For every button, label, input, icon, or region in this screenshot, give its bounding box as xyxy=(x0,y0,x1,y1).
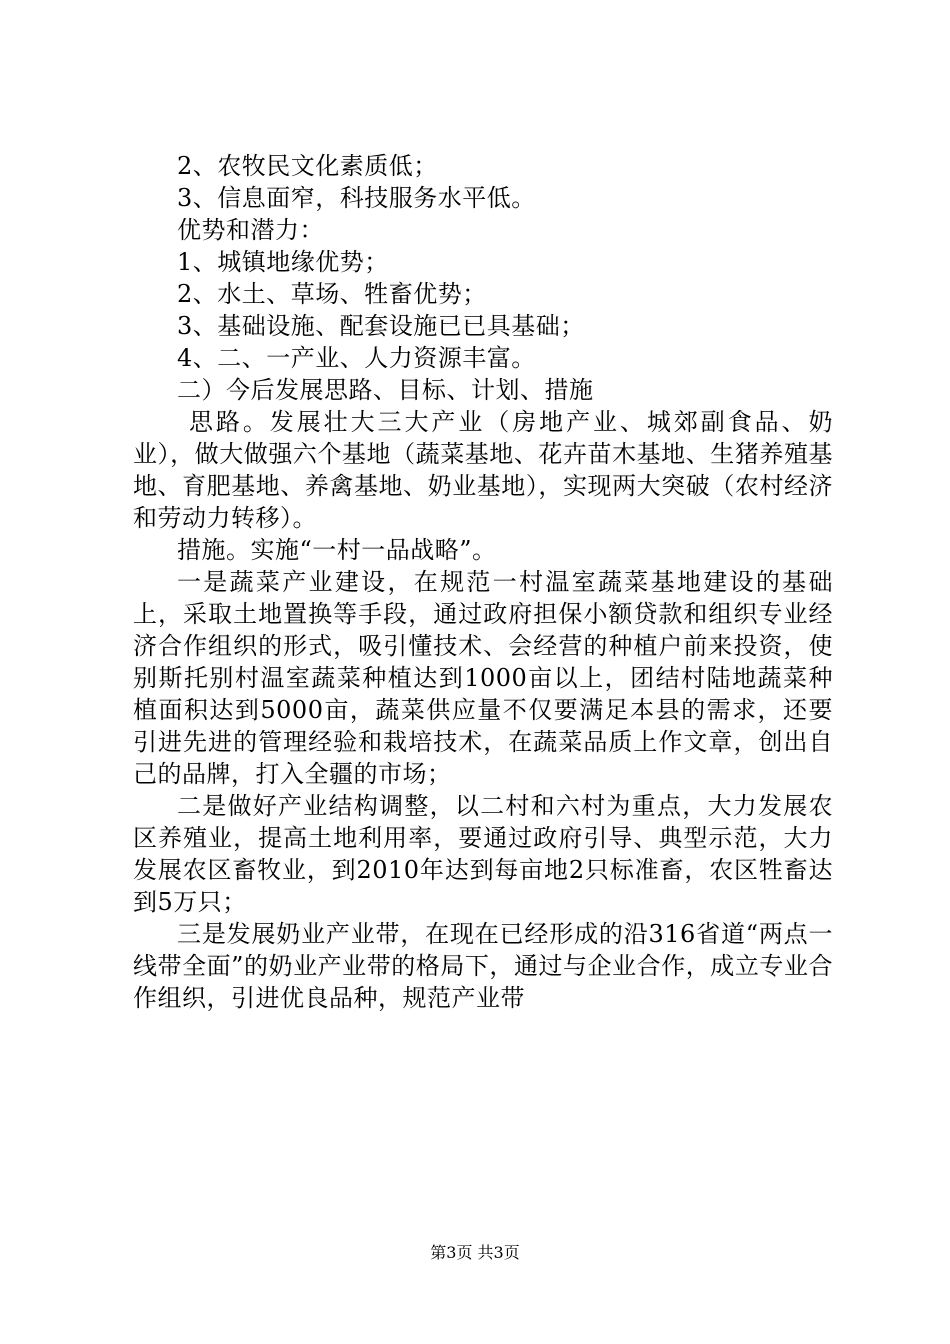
document-body xyxy=(133,150,833,1014)
paragraph-structure: 二是做好产业结构调整，以二村和六村为重点，大力发展农区养殖业，提高土地利用率，要通过政府引导、典型示范，大力发展农区畜牧业，到2010年达到每亩地2只标准畜，农区牲畜达到5万只； xyxy=(133,792,833,916)
section-heading: 二）今后发展思路、目标、计划、措施 xyxy=(177,376,594,404)
text-line: 4、二、一产业、人力资源丰富。 xyxy=(177,344,536,372)
paragraph-thinking: 思路。发展壮大三大产业（房地产业、城郊副食品、奶业），做大做强六个基地（蔬菜基地、花卉苗木基地、生猪养殖基地、育肥基地、养禽基地、奶业基地），实现两大突破（农村经济和劳动力转移）。 xyxy=(133,408,833,532)
page-footer: 第3页 共3页 xyxy=(430,1243,520,1262)
text-line: 2、水土、草场、牲畜优势； xyxy=(177,280,487,308)
text-line: 3、信息面窄，科技服务水平低。 xyxy=(177,184,536,212)
text-line: 1、城镇地缘优势； xyxy=(177,248,389,276)
paragraph-dairy: 三是发展奶业产业带，在现在已经形成的沿316省道“两点一线带全面”的奶业产业带的格局下，通过与企业合作，成立专业合作组织，引进优良品种，规范产业带 xyxy=(133,920,833,1012)
paragraph-measures: 措施。实施“一村一品战略”。 xyxy=(177,536,497,564)
text-line: 优势和潜力： xyxy=(177,216,324,244)
paragraph-vegetable: 一是蔬菜产业建设，在规范一村温室蔬菜基地建设的基础上，采取土地置换等手段，通过政府担保小额贷款和组织专业经济合作组织的形式，吸引懂技术、会经营的种植户前来投资，使别斯托别村温室蔬菜种植达到1000亩以上，团结村陆地蔬菜种植面积达到5000亩，蔬菜供应量不仅要满足本县的需求，还要引进先进的管理经验和栽培技术，在蔬菜品质上作文章，创出自己的品牌，打入全疆的市场； xyxy=(133,568,833,788)
text-line: 2、农牧民文化素质低； xyxy=(177,152,438,180)
text-line: 3、基础设施、配套设施已已具基础； xyxy=(177,312,585,340)
